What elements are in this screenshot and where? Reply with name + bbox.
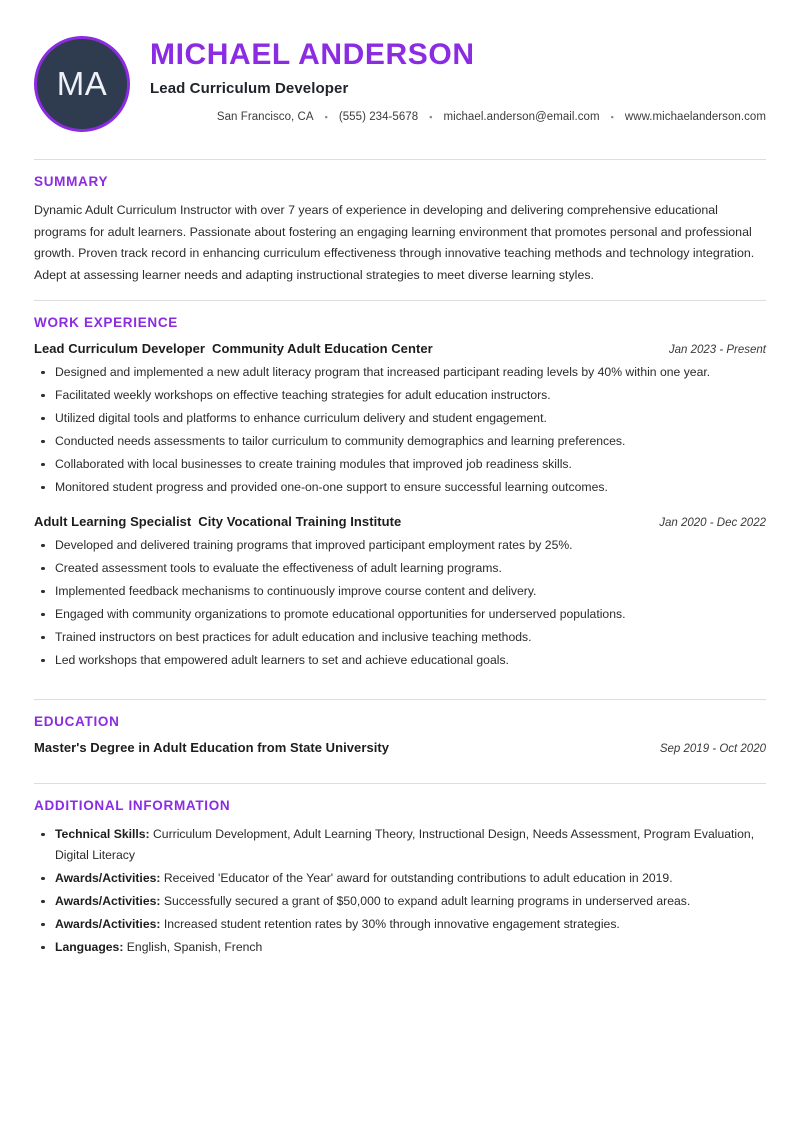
work-entry-bullets: [34, 535, 766, 671]
work-entry-head: [34, 514, 766, 529]
work-entry: [34, 341, 766, 498]
info-value: Received 'Educator of the Year' award for outstanding contributions to adult education in 2019.: [160, 870, 673, 885]
bullet-item: Utilized digital tools and platforms to enhance curriculum delivery and student engagement.: [34, 408, 766, 429]
info-value: Successfully secured a grant of $50,000 to expand adult learning programs in underserved areas.: [160, 893, 691, 908]
list-item: [34, 868, 766, 889]
work-entry-heading: [34, 341, 433, 356]
work-entry-head: [34, 341, 766, 356]
work-entry-company: City Vocational Training Institute: [198, 513, 402, 529]
bullet-item: Trained instructors on best practices for adult education and inclusive teaching methods.: [34, 627, 766, 648]
section-title-education: EDUCATION: [34, 713, 120, 729]
resume-header: [34, 30, 766, 146]
section-divider: [34, 699, 766, 700]
info-label: Languages:: [55, 939, 124, 954]
info-value: English, Spanish, French: [123, 939, 263, 954]
bullet-item: Monitored student progress and provided one-on-one support to ensure successful learning outcomes.: [34, 477, 766, 498]
info-label: Awards/Activities:: [55, 916, 161, 931]
section-title-summary: SUMMARY: [34, 174, 109, 189]
list-item: [34, 891, 766, 912]
contact-separator-icon: ▪: [610, 111, 614, 122]
info-value: Increased student retention rates by 30% through innovative engagement strategies.: [160, 916, 620, 931]
work-entry-date: Jan 2023 - Present: [668, 343, 766, 356]
work-entry-date: Jan 2020 - Dec 2022: [659, 516, 766, 529]
list-item: [34, 937, 766, 958]
contact-website[interactable]: www.michaelanderson.com: [624, 111, 766, 123]
header-text: [130, 30, 766, 123]
summary-text: Dynamic Adult Curriculum Instructor with over 7 years of experience in developing and delivering comprehensive educational programs for adult learners. Passionate about fostering an engaging learning environment that promotes personal and professional growth. Proven track record in enhancing curriculum effectiveness through innovative teaching methods and technology integration. Adept at assessing learner needs and adapting instructional strategies to meet diverse learning styles.: [34, 203, 755, 283]
info-label: Awards/Activities:: [55, 893, 161, 908]
candidate-name: MICHAEL ANDERSON: [150, 38, 475, 71]
candidate-title: Lead Curriculum Developer: [150, 80, 349, 97]
bullet-item: Conducted needs assessments to tailor curriculum to community demographics and learning preferences.: [34, 431, 766, 452]
work-entry-heading: [34, 514, 401, 529]
avatar-wrap: [34, 36, 130, 132]
info-label: Technical Skills:: [55, 826, 150, 841]
section-title-work-experience: WORK EXPERIENCE: [34, 314, 179, 330]
list-item: [34, 914, 766, 935]
contact-email[interactable]: michael.anderson@email.com: [443, 111, 600, 123]
education-entry: [34, 740, 766, 755]
section-additional-information: [34, 759, 766, 958]
contact-row: [150, 111, 766, 123]
work-entry-title: Adult Learning Specialist: [34, 513, 192, 529]
section-divider: [34, 783, 766, 784]
section-divider: [34, 159, 766, 160]
section-education: [34, 675, 766, 755]
bullet-item: Implemented feedback mechanisms to continuously improve course content and delivery.: [34, 581, 766, 602]
bullet-item: Led workshops that empowered adult learners to set and achieve educational goals.: [34, 650, 766, 671]
bullet-item: Created assessment tools to evaluate the effectiveness of adult learning programs.: [34, 558, 766, 579]
work-entry-title: Lead Curriculum Developer: [34, 340, 206, 356]
avatar: MA: [34, 36, 130, 132]
list-item: [34, 824, 766, 866]
work-entry-company: Community Adult Education Center: [212, 340, 433, 356]
bullet-item: Collaborated with local businesses to create training modules that improved job readiness skills.: [34, 454, 766, 475]
info-value: Curriculum Development, Adult Learning Theory, Instructional Design, Needs Assessment, Program Evaluation, Digital Literacy: [55, 826, 755, 862]
work-entry-bullets: [34, 362, 766, 498]
bullet-item: Engaged with community organizations to promote educational opportunities for underserved populations.: [34, 604, 766, 625]
bullet-item: Facilitated weekly workshops on effective teaching strategies for adult education instructors.: [34, 385, 766, 406]
section-work-experience: [34, 287, 766, 671]
info-label: Awards/Activities:: [55, 870, 161, 885]
section-title-additional-information: ADDITIONAL INFORMATION: [34, 797, 231, 813]
education-entry-head: [34, 740, 766, 755]
bullet-item: Designed and implemented a new adult literacy program that increased participant reading levels by 40% within one year.: [34, 362, 766, 383]
contact-location: San Francisco, CA: [216, 111, 314, 123]
section-divider: [34, 300, 766, 301]
work-entry: [34, 514, 766, 671]
additional-information-list: [34, 824, 766, 958]
contact-phone: (555) 234-5678: [338, 111, 419, 123]
section-summary: [34, 146, 766, 287]
bullet-item: Developed and delivered training programs that improved participant employment rates by 25%.: [34, 535, 766, 556]
contact-separator-icon: ▪: [324, 111, 328, 122]
contact-separator-icon: ▪: [429, 111, 433, 122]
education-degree: Master's Degree in Adult Education from State University: [34, 739, 390, 755]
education-date: Sep 2019 - Oct 2020: [659, 742, 766, 755]
